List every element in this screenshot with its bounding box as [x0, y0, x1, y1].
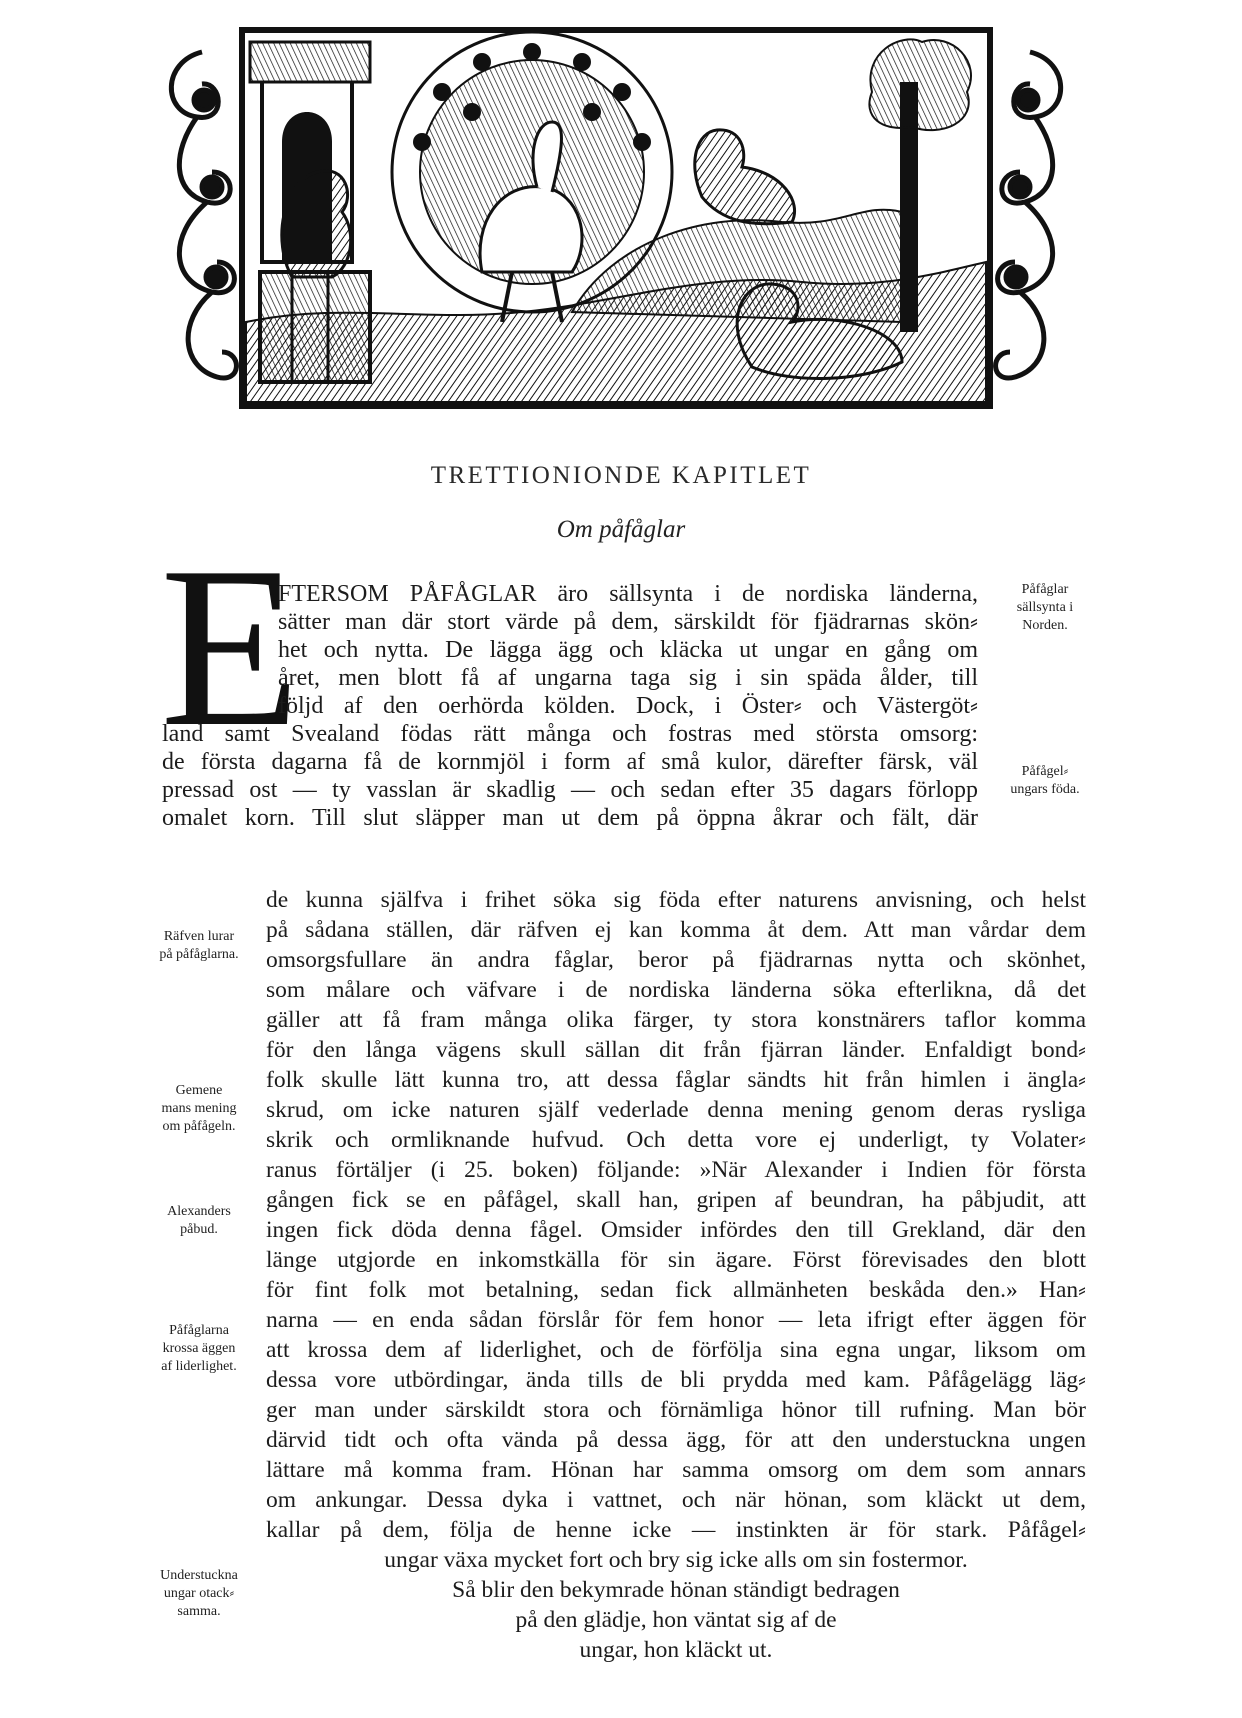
- paragraph2-line: därvid tidt och ofta vända på dessa ägg, för att den understuckna ungen: [266, 1427, 1086, 1453]
- paragraph2-line: lättare må komma fram. Hönan har samma omsorg om dem som annars: [266, 1457, 1086, 1483]
- paragraph1-line: FTERSOM PÅFÅGLAR äro sällsynta i de nordiska länderna,: [278, 581, 978, 607]
- paragraph2-line: skrud, om icke naturen själf vederlade denna mening genom deras rysliga: [266, 1097, 1086, 1123]
- note-line: af liderlighet.: [161, 1359, 237, 1374]
- paragraph2-line: för fint folk mot betalning, sedan fick allmänheten beskåda den.» Han⸗: [266, 1277, 1086, 1303]
- note-line: Påfågel⸗: [1021, 764, 1069, 779]
- note-line: Räfven lurar: [163, 929, 235, 944]
- woodcut-scene: [242, 30, 990, 406]
- paragraph1-line: omalet korn. Till slut släpper man ut dem på öppna åkrar och fält, där: [162, 805, 978, 831]
- crate: [260, 272, 370, 382]
- paragraph2-line: de kunna själfva i frihet söka sig föda efter naturens anvisning, och helst: [266, 887, 1086, 913]
- paragraph1-line: het och nytta. De lägga ägg och kläcka ut ungar en gång om: [278, 637, 978, 663]
- marginal-note: [136, 1322, 262, 1376]
- note-line: Understuckna: [160, 1568, 238, 1583]
- paragraph2-line: ger man under särskildt stora och förnämliga hönor till rufning. Man bör: [266, 1397, 1086, 1423]
- closing-line: på den glädje, hon väntat sig af de: [515, 1607, 837, 1633]
- paragraph2-line: ingen fick döda denna fågel. Omsider infördes den till Grekland, där den: [266, 1217, 1086, 1243]
- paragraph1-line: året, men blott få af ungarna taga sig i sin späda ålder, till: [278, 665, 978, 691]
- note-line: samma.: [177, 1604, 221, 1619]
- note-line: Påfåglarna: [169, 1323, 229, 1338]
- paragraph2-line: på sådana ställen, där räfven ej kan komma åt dem. Att man vårdar dem: [266, 917, 1086, 943]
- paragraph2-line: skrik och ormliknande hufvud. Och detta vore ej underligt, ty Volater⸗: [266, 1127, 1086, 1153]
- paragraph2-line: gången fick se en påfågel, skall han, gripen af beundran, ha påbjudit, att: [266, 1187, 1086, 1213]
- marginal-note: [136, 1567, 262, 1621]
- paragraph2-line: gäller att få fram många olika färger, ty stora konstnärers taflor komma: [266, 1007, 1086, 1033]
- paragraph2-line: ranus förtäljer (i 25. boken) följande: »När Alexander i Indien för första: [266, 1157, 1086, 1183]
- note-line: om påfågeln.: [162, 1119, 236, 1134]
- paragraph1-line: följd af den oerhörda kölden. Dock, i Öster⸗ och Västergöt⸗: [278, 693, 978, 719]
- chapter-subtitle: Om påfåglar: [556, 516, 686, 543]
- paragraph2-line: omsorgsfullare än andra fåglar, beror på fjädrarnas nytta och skönhet,: [266, 947, 1086, 973]
- paragraph2-line: om ankungar. Dessa dyka i vattnet, och när hönan, som kläckt ut dem,: [266, 1487, 1086, 1513]
- note-line: ungar otack⸗: [163, 1586, 235, 1601]
- chapter-title: TRETTIONIONDE KAPITLET: [430, 462, 812, 489]
- paragraph2-line: för den långa vägens skull sällan dit från fjärran länder. Enfaldigt bond⸗: [266, 1037, 1086, 1063]
- marginal-note: [136, 1082, 262, 1136]
- closing-line: ungar, hon kläckt ut.: [579, 1637, 773, 1663]
- peacock-woodcut-illustration: [142, 22, 1090, 414]
- left-scroll-ornament: [171, 52, 236, 378]
- paragraph2-line: dessa vore utbördingar, ända tills de bli prydda med kam. Påfågelägg läg⸗: [266, 1367, 1086, 1393]
- marginal-note: [136, 928, 262, 964]
- note-line: Alexanders: [167, 1204, 231, 1219]
- note-line: mans mening: [161, 1101, 237, 1116]
- marginal-note: [990, 581, 1100, 635]
- paragraph2-line: länge utgjorde en inkomstkälla för sin ägare. Först förevisades den blott: [266, 1247, 1086, 1273]
- note-line: Påfåglar: [1021, 582, 1069, 597]
- note-line: Norden.: [1022, 618, 1068, 633]
- paragraph1-line: land samt Svealand födas rätt många och fostras med största omsorg:: [162, 721, 978, 747]
- paragraph2-line: narna — en enda sådan förslår för fem honor — leta ifrigt efter äggen för: [266, 1307, 1086, 1333]
- marginal-note: [136, 1203, 262, 1239]
- marginal-note: [990, 763, 1100, 799]
- note-line: ungars föda.: [1010, 782, 1080, 797]
- paragraph1-line: pressad ost — ty vasslan är skadlig — och sedan efter 35 dagars förlopp: [162, 777, 978, 803]
- note-line: på påfåglarna.: [159, 947, 239, 962]
- paragraph2-line: som målare och väfvare i de nordiska länderna söka efterlikna, då det: [266, 977, 1086, 1003]
- paragraph2-line: folk skulle lätt kunna tro, att dessa fåglar sändts hit från himlen i ängla⸗: [266, 1067, 1086, 1093]
- paragraph2-line: kallar på dem, följa de henne icke — instinkten är för stark. Påfågel⸗: [266, 1517, 1086, 1543]
- note-line: krossa äggen: [162, 1341, 236, 1356]
- paragraph1-line: sätter man där stort värde på dem, särskildt för fjädrarnas skön⸗: [278, 609, 978, 635]
- right-scroll-ornament: [996, 52, 1061, 378]
- drop-cap: E: [160, 519, 301, 774]
- note-line: påbud.: [180, 1222, 218, 1237]
- paragraph1-line: de första dagarna få de kornmjöl i form af små kulor, därefter färsk, väl: [162, 749, 978, 775]
- note-line: sällsynta i: [1016, 600, 1074, 615]
- note-line: Gemene: [175, 1083, 223, 1098]
- paragraph2-line: att krossa dem af liderlighet, och de förfölja sina egna ungar, liksom om: [266, 1337, 1086, 1363]
- closing-line: Så blir den bekymrade hönan ständigt bedragen: [452, 1577, 900, 1603]
- closing-line: ungar växa mycket fort och bry sig icke alls om sin fostermor.: [384, 1547, 968, 1573]
